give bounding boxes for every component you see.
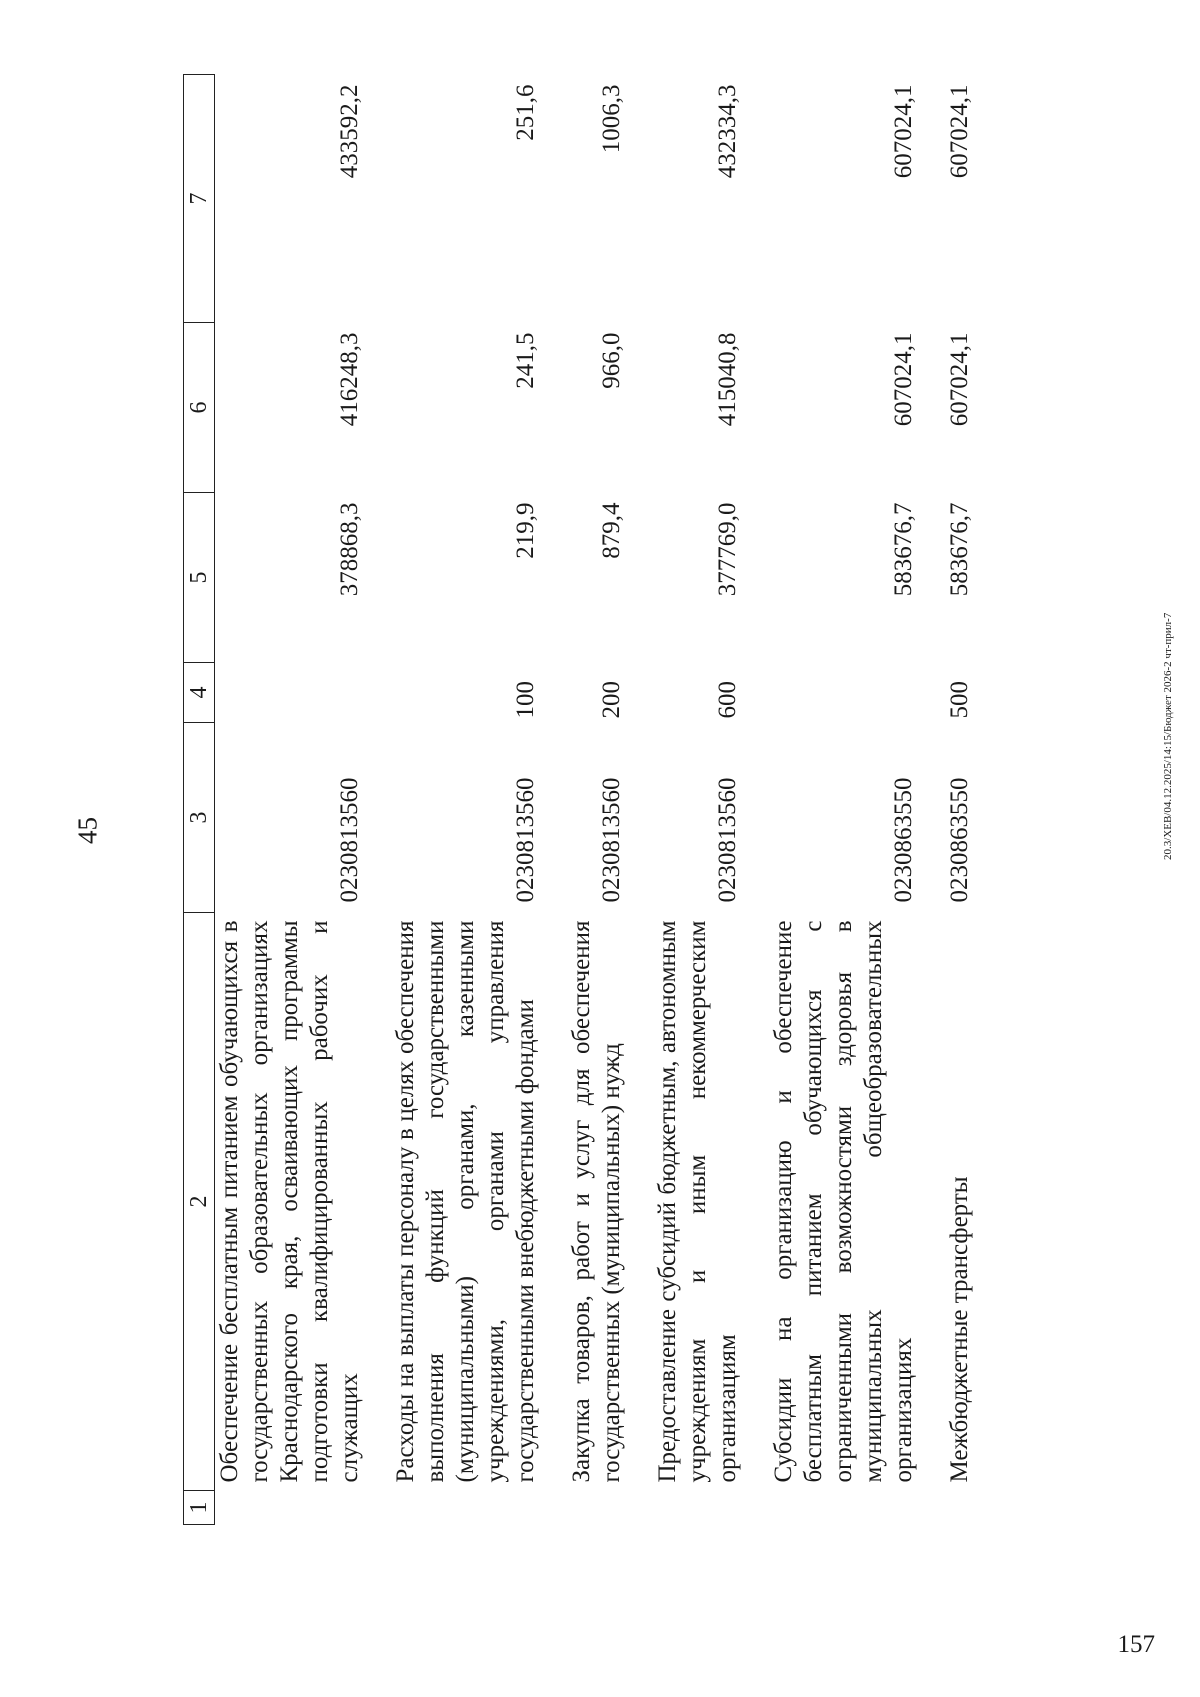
header-col-6: 6	[184, 323, 215, 493]
table-row	[635, 75, 751, 1525]
row-expense-type: 100	[512, 681, 539, 719]
row-expense-type: 600	[714, 681, 741, 719]
table-row	[751, 75, 927, 1525]
row-amount-col-6: 415040,8	[714, 332, 741, 427]
row-target-code: 0230813560	[336, 777, 363, 903]
row-description: Закупка товаров, работ и услуг для обеспечения государственных (муниципальных) нужд	[568, 920, 625, 1483]
row-amount-col-7: 607024,1	[890, 84, 917, 179]
document-footer-code: 20.3/ХЕВ/04.12.2025/14:15/Бюджет 2026-2 чт-прил-7	[1162, 612, 1174, 860]
row-target-code: 0230813560	[512, 777, 539, 903]
row-target-code: 0230813560	[598, 777, 625, 903]
header-col-1: 1	[184, 1491, 215, 1525]
table-row	[549, 75, 635, 1525]
row-col-1	[927, 1491, 983, 1525]
row-amount-col-7: 433592,2	[336, 84, 363, 179]
table-row	[373, 75, 549, 1525]
row-expense-type	[751, 663, 927, 723]
row-amount-col-6: 966,0	[598, 332, 625, 389]
row-target-code: 0230813560	[714, 777, 741, 903]
row-amount-col-7: 1006,3	[598, 84, 625, 154]
row-description: Межбюджетные трансферты	[946, 1176, 973, 1483]
row-amount-col-6: 607024,1	[946, 332, 973, 427]
header-col-4: 4	[184, 663, 215, 723]
row-amount-col-7: 432334,3	[714, 84, 741, 179]
header-col-5: 5	[184, 493, 215, 663]
row-amount-col-7: 251,6	[512, 84, 539, 141]
row-col-1	[549, 1491, 635, 1525]
row-amount-col-5: 219,9	[512, 502, 539, 559]
budget-table-rotated	[183, 75, 1063, 1525]
row-amount-col-5: 378868,3	[336, 502, 363, 597]
table-header-row	[184, 75, 215, 1525]
row-amount-col-5: 583676,7	[946, 502, 973, 597]
row-col-1	[215, 1491, 374, 1525]
row-target-code: 0230863550	[890, 777, 917, 903]
page-number-bottom: 157	[1117, 1631, 1155, 1658]
row-amount-col-6: 241,5	[512, 332, 539, 389]
row-target-code: 0230863550	[946, 777, 973, 903]
row-amount-col-5: 377769,0	[714, 502, 741, 597]
row-amount-col-6: 607024,1	[890, 332, 917, 427]
row-description: Субсидии на организацию и обеспечение бесплатным питанием обучающихся с ограниченными возможностями здоровья в муниципальных общеобразовательных организациях	[770, 920, 917, 1483]
row-expense-type	[215, 663, 374, 723]
row-amount-col-5: 583676,7	[890, 502, 917, 597]
page-number-top: 45	[72, 817, 103, 844]
table-row	[215, 75, 374, 1525]
header-col-3: 3	[184, 723, 215, 913]
row-description: Предоставление субсидий бюджетным, автономным учреждениям и иным некоммерческим организациям	[654, 920, 741, 1483]
row-col-1	[751, 1491, 927, 1525]
row-expense-type: 200	[598, 681, 625, 719]
row-amount-col-5: 879,4	[598, 502, 625, 559]
row-description: Обеспечение бесплатным питанием обучающихся в государственных образовательных организациях Краснодарского края, осваивающих программы подготовки квалифицированных рабочих и служащих	[216, 920, 363, 1483]
budget-table	[183, 74, 983, 1525]
table-row	[927, 75, 983, 1525]
row-amount-col-6: 416248,3	[336, 332, 363, 427]
header-col-7: 7	[184, 75, 215, 323]
row-col-1	[635, 1491, 751, 1525]
row-description: Расходы на выплаты персоналу в целях обеспечения выполнения функций государственными (муниципальными) органами, казенными учреждениями, органами управления государственными внебюджетными фондами	[392, 920, 539, 1483]
row-amount-col-7: 607024,1	[946, 84, 973, 179]
row-expense-type: 500	[946, 681, 973, 719]
header-col-2: 2	[184, 913, 215, 1491]
row-col-1	[373, 1491, 549, 1525]
